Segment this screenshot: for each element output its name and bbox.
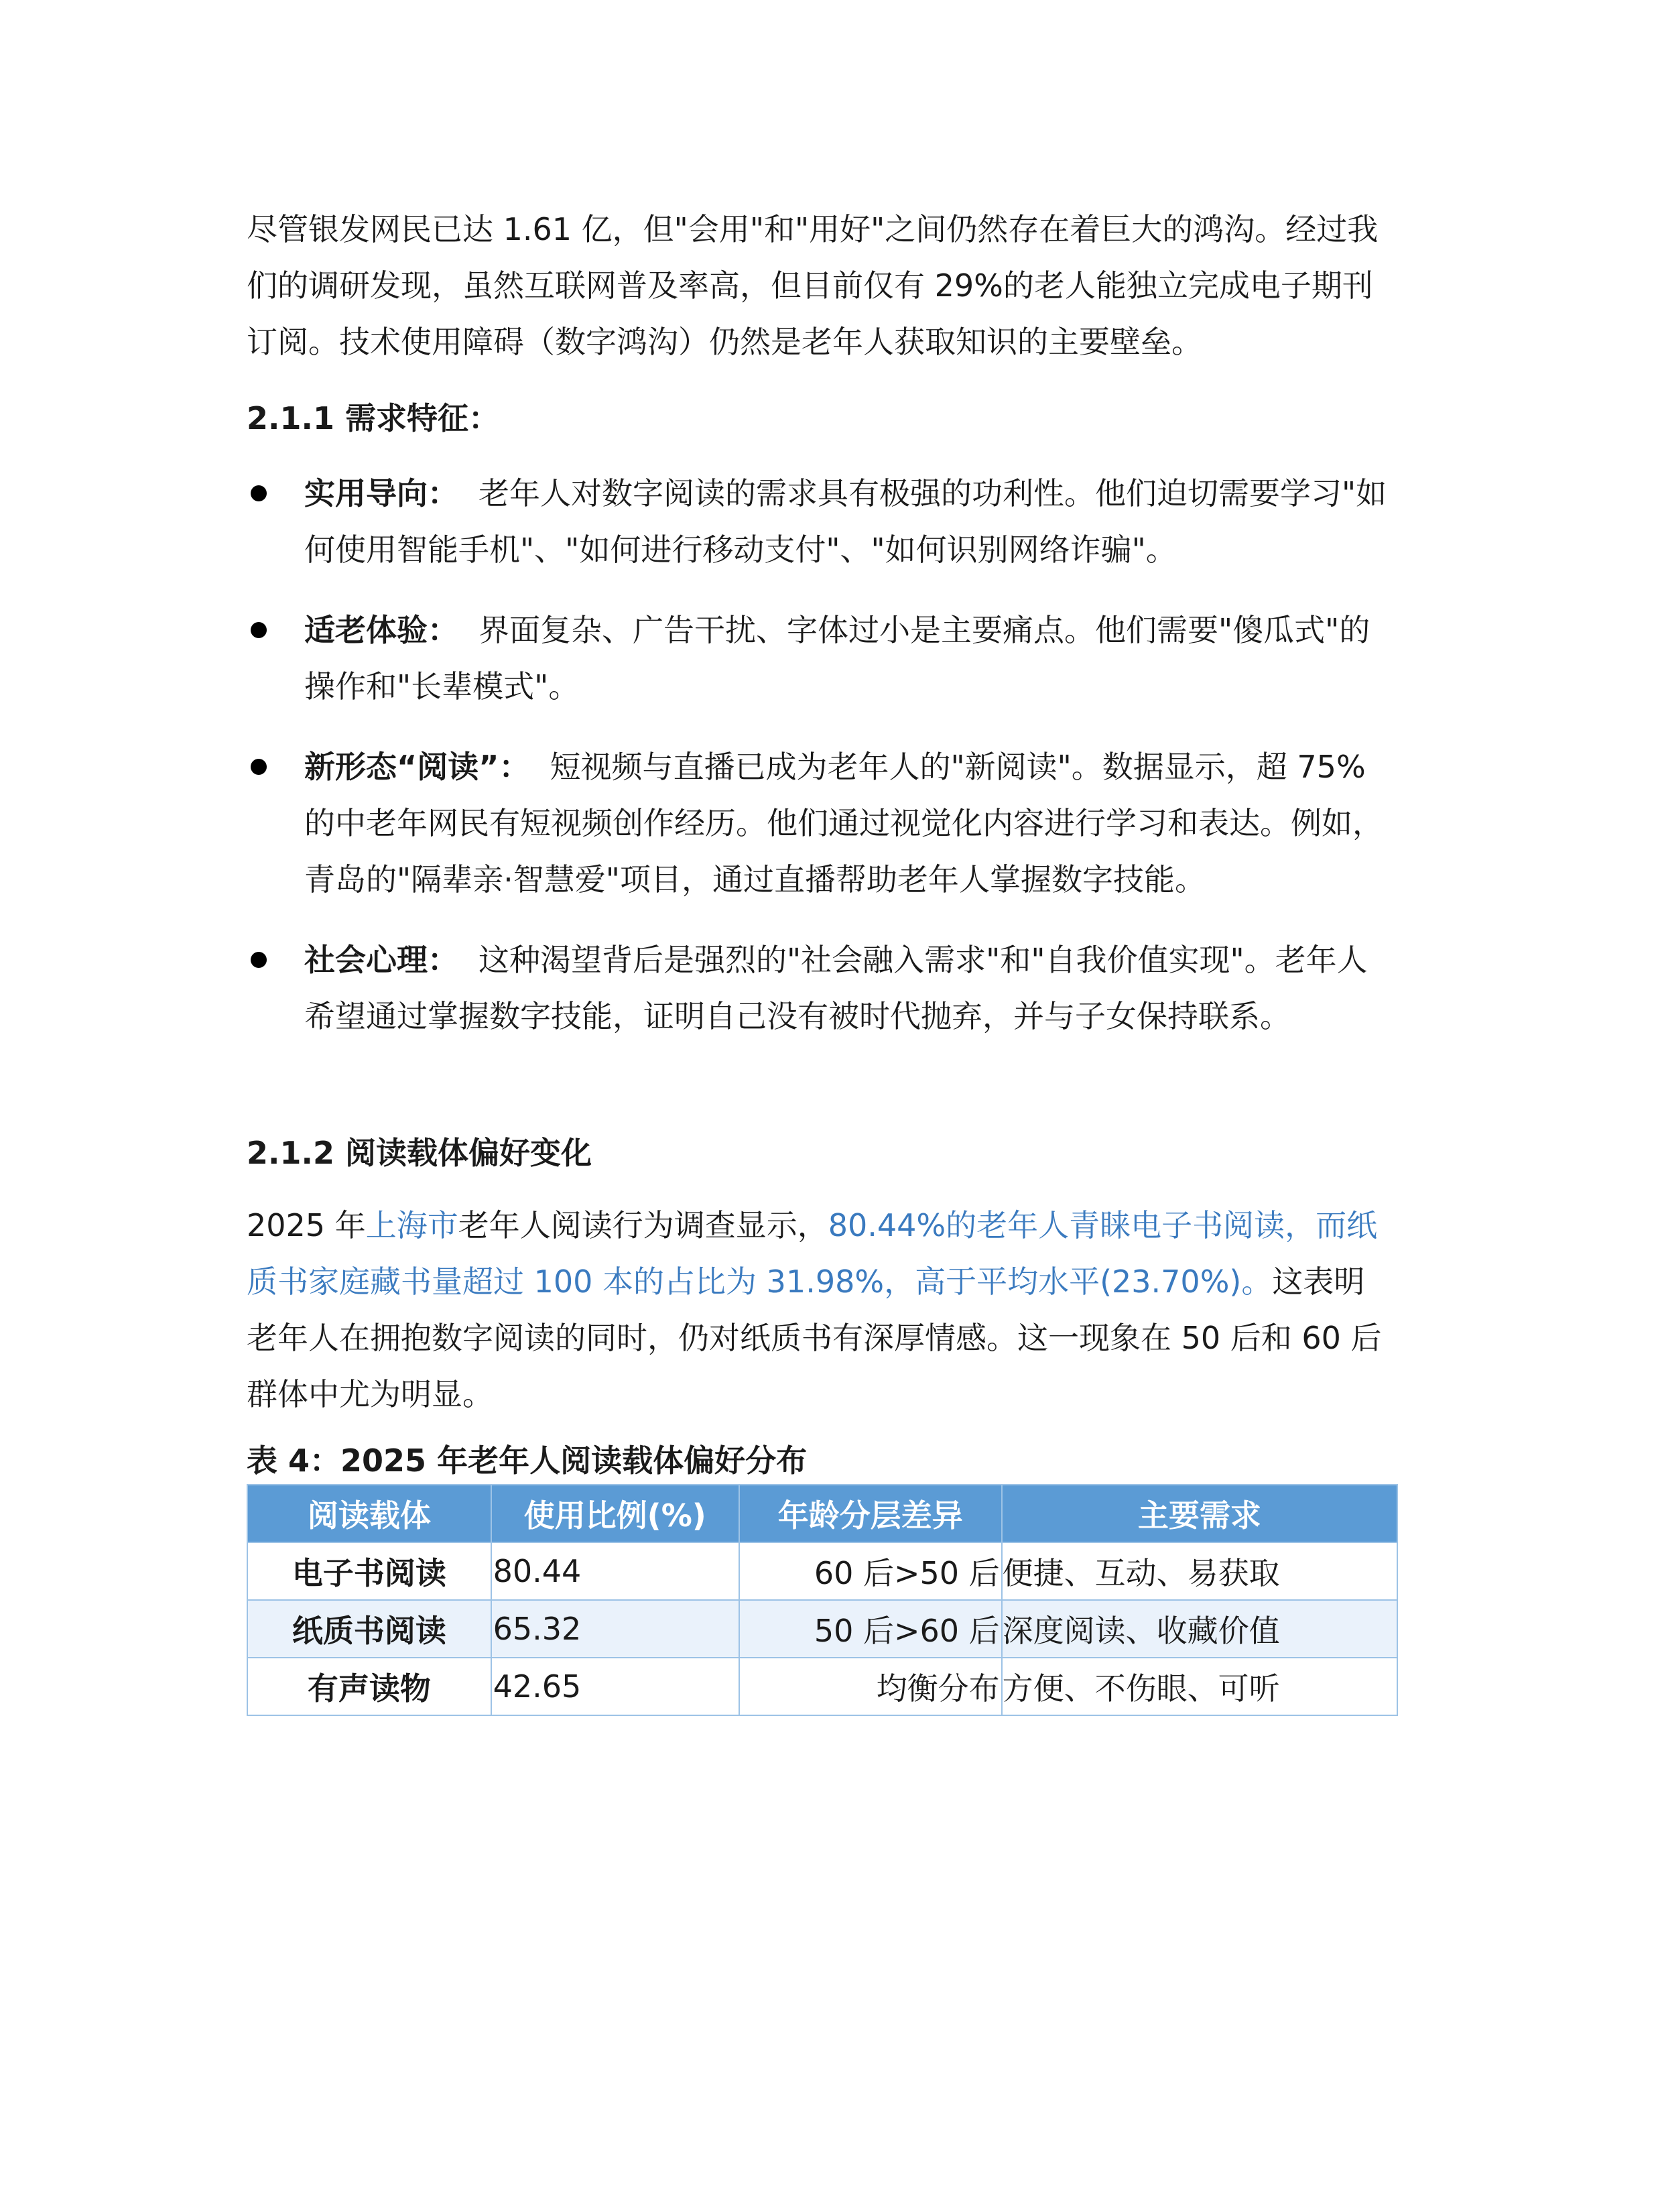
table-header-cell: 年龄分层差异 (739, 1485, 1002, 1542)
section-2-1-2-heading: 2.1.2 阅读载体偏好变化 (247, 1135, 592, 1171)
bullet-term: 新形态“阅读”： (304, 749, 530, 785)
carrier-preference-paragraph (247, 1197, 1393, 1422)
table-cell: 60 后>50 后 (739, 1542, 1002, 1600)
bullet-text: 这种渴望背后是强烈的"社会融入需求"和"自我价值实现"。老年人希望通过掌握数字技能，证明自己没有被时代抛弃，并与子女保持联系。 (304, 942, 1368, 1034)
table-cell: 50 后>60 后 (739, 1600, 1002, 1658)
shanghai-link[interactable]: 上海市 (365, 1207, 458, 1243)
table-cell: 42.65 (491, 1658, 739, 1715)
table-cell: 方便、不伤眼、可听 (1002, 1658, 1397, 1715)
bullet-text: 界面复杂、广告干扰、字体过小是主要痛点。他们需要"傻瓜式"的操作和"长辈模式"。 (304, 612, 1370, 704)
table-header-row (247, 1485, 1397, 1542)
table-cell: 65.32 (491, 1600, 739, 1658)
para-text: 老年人阅读行为调查显示， (458, 1207, 828, 1243)
table-header-cell: 阅读载体 (247, 1485, 491, 1542)
section-2-1-1-heading: 2.1.1 需求特征： (247, 400, 499, 436)
table-header-cell: 使用比例(%) (491, 1485, 739, 1542)
bullet-item-elderly-friendly (247, 602, 1393, 715)
table-caption: 表 4：2025 年老年人阅读载体偏好分布 (247, 1442, 808, 1479)
bullet-item-new-form-reading (247, 739, 1393, 908)
table-cell: 80.44 (491, 1542, 739, 1600)
bullet-dot-icon (251, 952, 267, 968)
table-cell: 电子书阅读 (247, 1542, 491, 1600)
survey-data-link[interactable]: 80.44%的老年人青睐电子书阅读，而纸质书家庭藏书量超过 100 本的占比为 31.98%，高于平均水平(23.70%)。 (247, 1207, 1378, 1300)
document-page (247, 201, 1393, 1716)
reading-carrier-table (247, 1484, 1398, 1716)
bullet-term: 实用导向： (304, 475, 458, 511)
bullet-dot-icon (251, 485, 267, 501)
intro-paragraph: 尽管银发网民已达 1.61 亿，但"会用"和"用好"之间仍然存在着巨大的鸿沟。经过我们的调研发现，虽然互联网普及率高，但目前仅有 29%的老人能独立完成电子期刊订阅。技术使用障碍（数字鸿沟）仍然是老年人获取知识的主要壁垒。 (247, 211, 1379, 360)
table-cell: 有声读物 (247, 1658, 491, 1715)
needs-bullet-list (247, 465, 1393, 1044)
para-text: 这表明老年人在拥抱数字阅读的同时，仍对纸质书有深厚情感。这一现象在 50 后和 60 后群体中尤为明显。 (247, 1264, 1382, 1412)
bullet-term: 社会心理： (304, 942, 458, 978)
para-text: 2025 年 (247, 1207, 366, 1243)
bullet-dot-icon (251, 622, 267, 638)
table-row (247, 1658, 1397, 1715)
bullet-dot-icon (251, 759, 267, 775)
bullet-term: 适老体验： (304, 612, 458, 648)
table-cell: 均衡分布 (739, 1658, 1002, 1715)
table-cell: 便捷、互动、易获取 (1002, 1542, 1397, 1600)
bullet-item-practical (247, 465, 1393, 578)
table-cell: 深度阅读、收藏价值 (1002, 1600, 1397, 1658)
table-row (247, 1542, 1397, 1600)
bullet-item-social-psychology (247, 932, 1393, 1044)
table-header-cell: 主要需求 (1002, 1485, 1397, 1542)
bullet-text: 短视频与直播已成为老年人的"新阅读"。数据显示，超 75%的中老年网民有短视频创作经历。他们通过视觉化内容进行学习和表达。例如，青岛的"隔辈亲·智慧爱"项目，通过直播帮助老年人掌握数字技能。 (304, 749, 1383, 898)
table-cell: 纸质书阅读 (247, 1600, 491, 1658)
bullet-text: 老年人对数字阅读的需求具有极强的功利性。他们迫切需要学习"如何使用智能手机"、"如何进行移动支付"、"如何识别网络诈骗"。 (304, 475, 1387, 568)
table-row (247, 1600, 1397, 1658)
